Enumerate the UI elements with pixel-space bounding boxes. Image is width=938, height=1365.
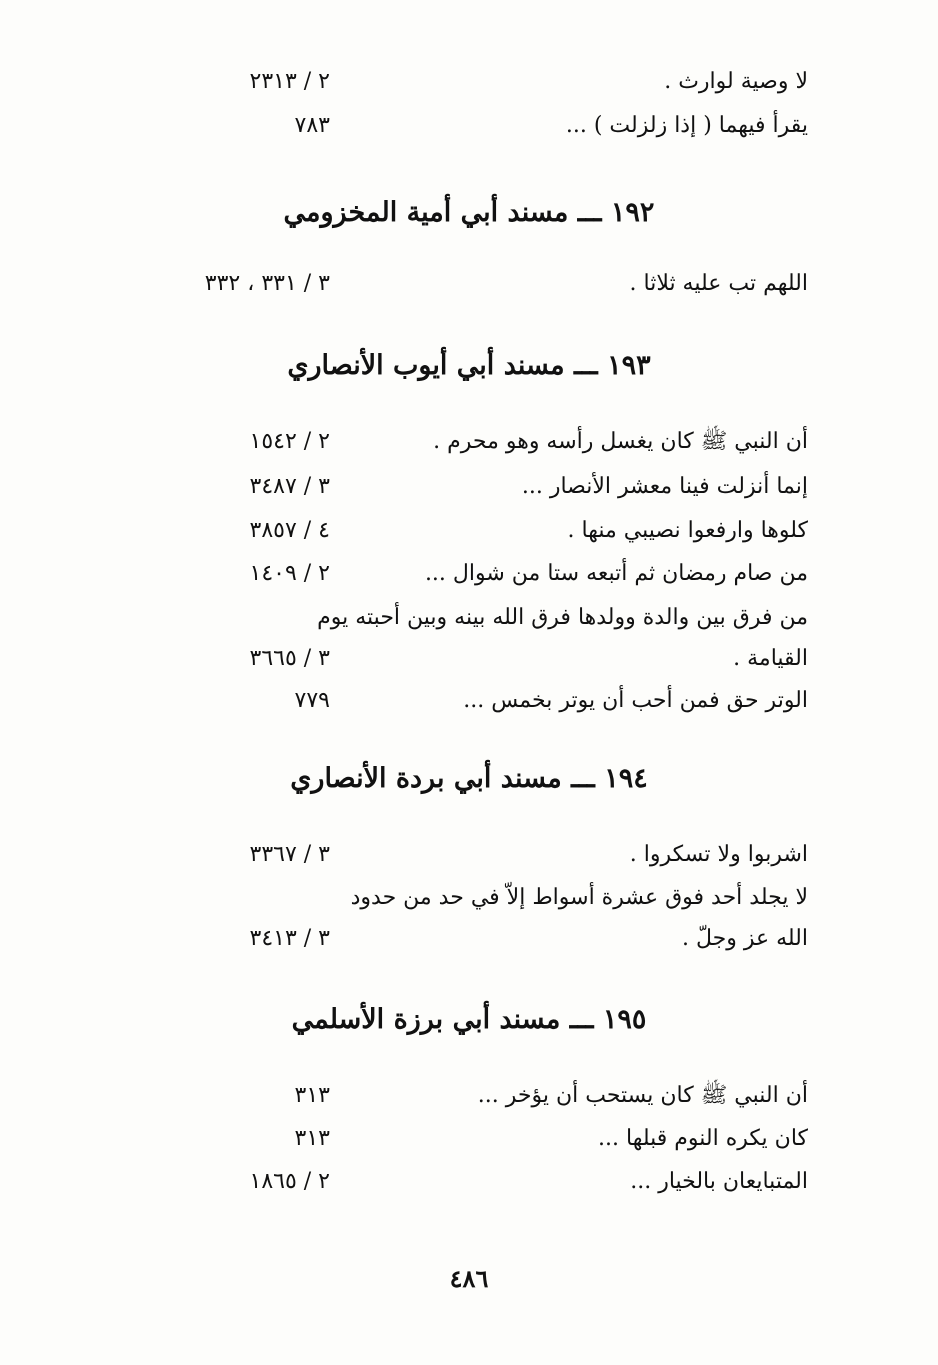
section-heading: ١٩٥ ـــ مسند أبي برزة الأسلمي xyxy=(291,1004,647,1035)
hadith-reference: ٢ / ١٥٤٢ xyxy=(249,429,330,454)
hadith-reference: ٣١٣ xyxy=(294,1126,330,1151)
hadith-text: إنما أنزلت فينا معشر الأنصار ... xyxy=(521,474,808,499)
hadith-reference: ٢ / ٢٣١٣ xyxy=(249,69,330,94)
hadith-line xyxy=(128,876,808,920)
hadith-reference: ٣١٣ xyxy=(294,1083,330,1108)
hadith-text: الله عز وجلّ . xyxy=(681,926,808,951)
hadith-reference: ٢ / ١٤٠٩ xyxy=(249,561,330,586)
hadith-line xyxy=(128,596,808,640)
hadith-text: يقرأ فيهما ( إذا زلزلت ) ... xyxy=(565,113,808,138)
hadith-reference: ٧٧٩ xyxy=(294,688,330,713)
hadith-text: الوتر حق فمن أحب أن يوتر بخمس ... xyxy=(463,688,808,713)
hadith-line xyxy=(128,104,808,148)
hadith-reference: ٣ / ٣٤٨٧ xyxy=(249,474,330,499)
hadith-line xyxy=(128,262,808,306)
hadith-line xyxy=(128,60,808,104)
hadith-text: لا وصية لوارث . xyxy=(664,69,808,94)
hadith-line xyxy=(128,679,808,723)
section-heading: ١٩٣ ـــ مسند أبي أيوب الأنصاري xyxy=(287,350,651,381)
hadith-text: اشربوا ولا تسكروا . xyxy=(629,842,808,867)
section-heading: ١٩٤ ـــ مسند أبي بردة الأنصاري xyxy=(290,763,648,794)
hadith-reference: ٣ / ٣٣٦٧ xyxy=(249,842,330,867)
section-heading: ١٩٢ ـــ مسند أبي أمية المخزومي xyxy=(283,197,655,228)
hadith-reference: ٢ / ١٨٦٥ xyxy=(249,1169,330,1194)
hadith-text: من صام رمضان ثم أتبعه ستا من شوال ... xyxy=(424,561,808,586)
hadith-line xyxy=(128,420,808,464)
hadith-line xyxy=(128,509,808,553)
hadith-text: اللهم تب عليه ثلاثا . xyxy=(629,271,808,296)
hadith-line xyxy=(128,1160,808,1204)
hadith-text: كلوها وارفعوا نصيبي منها . xyxy=(567,518,808,543)
hadith-line xyxy=(128,917,808,961)
hadith-text: المتبايعان بالخيار ... xyxy=(630,1169,808,1194)
hadith-text: كان يكره النوم قبلها ... xyxy=(598,1126,808,1151)
hadith-text: أن النبي ﷺ كان يستحب أن يؤخر ... xyxy=(477,1083,808,1108)
hadith-line xyxy=(128,465,808,509)
hadith-line xyxy=(128,637,808,681)
hadith-text: من فرق بين والدة وولدها فرق الله بينه وبين أحبته يوم xyxy=(317,605,808,630)
hadith-reference: ٣ / ٣٣١ ، ٣٣٢ xyxy=(204,271,330,296)
hadith-reference: ٤ / ٣٨٥٧ xyxy=(249,518,330,543)
hadith-line xyxy=(128,1074,808,1118)
hadith-line xyxy=(128,552,808,596)
hadith-text: لا يجلد أحد فوق عشرة أسواط إلاّ في حد من حدود xyxy=(350,885,808,910)
hadith-text: القيامة . xyxy=(733,646,808,671)
hadith-reference: ٣ / ٣٦٦٥ xyxy=(249,646,330,671)
hadith-line xyxy=(128,1117,808,1161)
hadith-line xyxy=(128,833,808,877)
hadith-reference: ٧٨٣ xyxy=(294,113,330,138)
hadith-reference: ٣ / ٣٤١٣ xyxy=(249,926,330,951)
page-number: ٤٨٦ xyxy=(449,1264,489,1293)
hadith-text: أن النبي ﷺ كان يغسل رأسه وهو محرم . xyxy=(433,429,808,454)
